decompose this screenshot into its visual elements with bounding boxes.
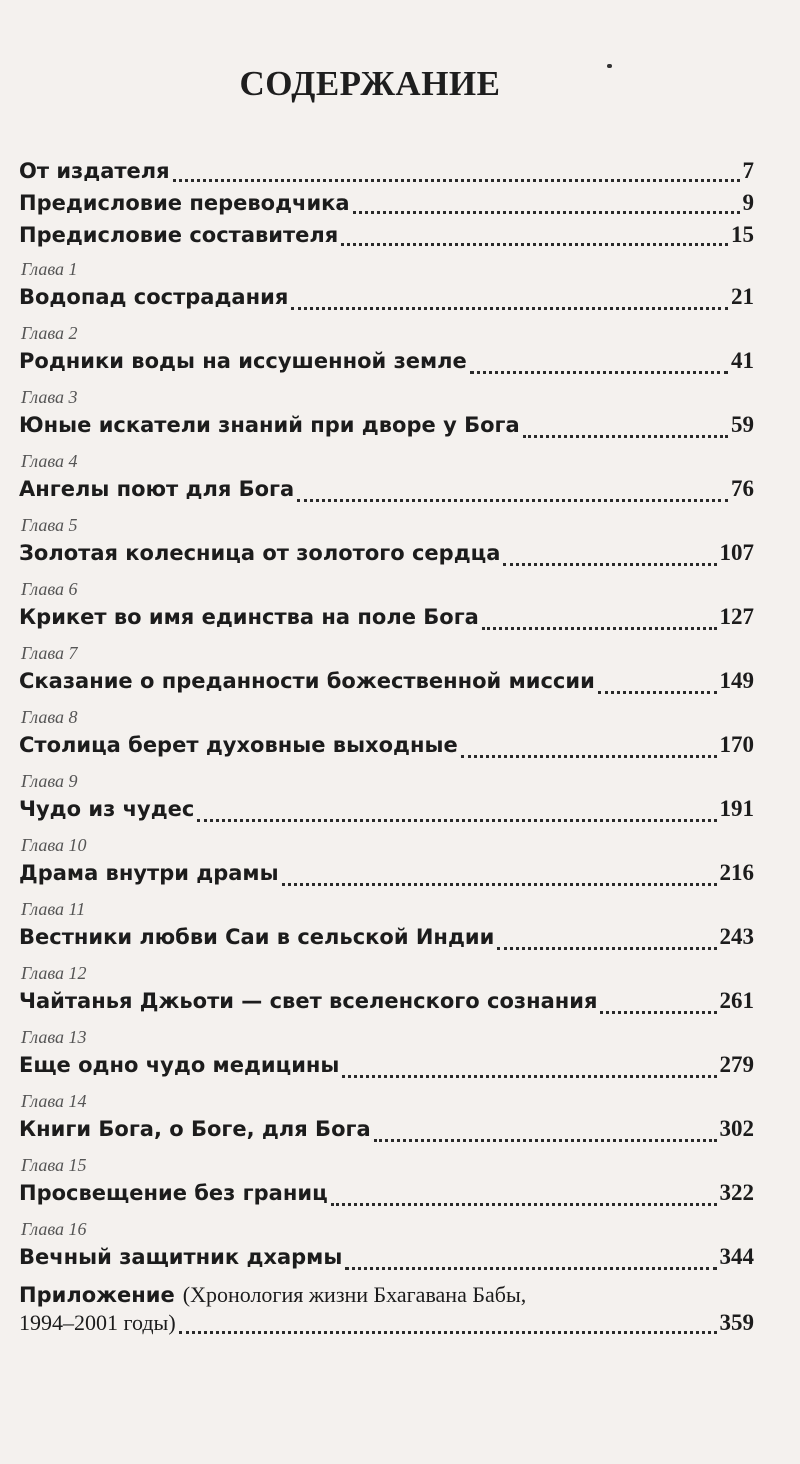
- page-number: 243: [719, 924, 754, 949]
- dot-leader: [297, 499, 728, 502]
- chapter-entry[interactable]: [19, 894, 754, 958]
- entry-title: Предисловие переводчика: [19, 191, 350, 215]
- appendix-subtitle: (Хронология жизни Бхагавана Бабы,: [182, 1282, 527, 1307]
- chapter-label: Глава 11: [21, 899, 86, 919]
- entry-title: Юные искатели знаний при дворе у Бога: [19, 413, 520, 437]
- page-number: 9: [742, 190, 754, 215]
- front-matter-entry[interactable]: [19, 158, 754, 190]
- chapter-label: Глава 4: [21, 451, 78, 471]
- entry-title: Драма внутри драмы: [19, 861, 279, 885]
- dot-leader: [461, 755, 717, 758]
- entry-title: Столица берет духовные выходные: [19, 733, 458, 757]
- page-number: 127: [719, 604, 754, 629]
- toc-row: [19, 860, 754, 894]
- chapter-entry[interactable]: [19, 958, 754, 1022]
- front-matter-entry[interactable]: [19, 222, 754, 254]
- page-number: 21: [731, 284, 754, 309]
- chapter-list: [19, 254, 754, 1278]
- appendix-title: Приложение: [19, 1283, 175, 1307]
- toc-row: [19, 412, 754, 446]
- entry-title: Еще одно чудо медицины: [19, 1053, 340, 1077]
- chapter-entry[interactable]: [19, 638, 754, 702]
- chapter-label: Глава 9: [21, 771, 78, 791]
- toc-row: [19, 604, 754, 638]
- page-number: 359: [719, 1310, 754, 1335]
- chapter-entry[interactable]: [19, 254, 754, 318]
- entry-title: От издателя: [19, 159, 170, 183]
- toc-row: [19, 222, 754, 254]
- chapter-label: Глава 3: [21, 387, 78, 407]
- appendix-entry[interactable]: [19, 1280, 754, 1342]
- toc-row: [19, 732, 754, 766]
- entry-title: Сказание о преданности божественной миссии: [19, 669, 595, 693]
- page-number: 149: [719, 668, 754, 693]
- chapter-label: Глава 1: [21, 259, 78, 279]
- page-number: 41: [731, 348, 754, 373]
- page-number: 322: [719, 1180, 754, 1205]
- dot-leader: [598, 691, 717, 694]
- dot-leader: [523, 435, 728, 438]
- toc-row: [19, 988, 754, 1022]
- dot-leader: [503, 563, 716, 566]
- chapter-entry[interactable]: [19, 382, 754, 446]
- toc-row: [19, 540, 754, 574]
- chapter-label: Глава 6: [21, 579, 78, 599]
- toc-row: [19, 158, 754, 190]
- toc-row: [19, 924, 754, 958]
- entry-title: Книги Бога, о Боге, для Бога: [19, 1117, 371, 1141]
- page-number: 15: [731, 222, 754, 247]
- dot-leader: [341, 243, 728, 246]
- dot-leader: [291, 307, 728, 310]
- chapter-label: Глава 15: [21, 1155, 87, 1175]
- dot-leader: [197, 819, 716, 822]
- dot-leader: [470, 371, 728, 374]
- page-number: 76: [731, 476, 754, 501]
- appendix-subtitle-cont: 1994–2001 годы): [19, 1310, 176, 1335]
- dot-leader: [345, 1267, 716, 1270]
- chapter-entry[interactable]: [19, 830, 754, 894]
- chapter-entry[interactable]: [19, 318, 754, 382]
- page-number: 216: [719, 860, 754, 885]
- toc-row: [19, 796, 754, 830]
- chapter-entry[interactable]: [19, 1022, 754, 1086]
- page-number: 344: [719, 1244, 754, 1269]
- toc-row: [19, 1180, 754, 1214]
- toc-row: [19, 476, 754, 510]
- entry-title: Вечный защитник дхармы: [19, 1245, 343, 1269]
- page-number: 7: [742, 158, 754, 183]
- chapter-entry[interactable]: [19, 1214, 754, 1278]
- chapter-label: Глава 7: [21, 643, 78, 663]
- page-number: 261: [719, 988, 754, 1013]
- entry-title: Родники воды на иссушенной земле: [19, 349, 467, 373]
- chapter-label: Глава 13: [21, 1027, 87, 1047]
- entry-title: Ангелы поют для Бога: [19, 477, 295, 501]
- entry-title: Вестники любви Саи в сельской Индии: [19, 925, 495, 949]
- page-number: 302: [719, 1116, 754, 1141]
- dot-leader: [600, 1011, 716, 1014]
- chapter-label: Глава 16: [21, 1219, 87, 1239]
- chapter-entry[interactable]: [19, 702, 754, 766]
- toc-row: [19, 284, 754, 318]
- entry-title: Водопад сострадания: [19, 285, 289, 309]
- entry-title: Чайтанья Джьоти — свет вселенского сознания: [19, 989, 598, 1013]
- page-number: 191: [719, 796, 754, 821]
- chapter-label: Глава 14: [21, 1091, 87, 1111]
- dot-leader: [374, 1139, 717, 1142]
- chapter-entry[interactable]: [19, 510, 754, 574]
- dot-leader: [179, 1331, 717, 1334]
- toc-row: [19, 348, 754, 382]
- dot-leader: [482, 627, 717, 630]
- dot-leader: [282, 883, 717, 886]
- toc-row: [19, 1244, 754, 1278]
- chapter-label: Глава 12: [21, 963, 87, 983]
- toc-row: [19, 1116, 754, 1150]
- page-number: 170: [719, 732, 754, 757]
- dot-leader: [497, 947, 716, 950]
- dot-leader: [331, 1203, 717, 1206]
- page-number: 279: [719, 1052, 754, 1077]
- chapter-entry[interactable]: [19, 574, 754, 638]
- chapter-label: Глава 8: [21, 707, 78, 727]
- page-number: 107: [719, 540, 754, 565]
- page-title: СОДЕРЖАНИЕ: [239, 64, 501, 103]
- front-matter-entry[interactable]: [19, 190, 754, 222]
- chapter-label: Глава 2: [21, 323, 78, 343]
- toc-row: [19, 190, 754, 222]
- print-speck: [607, 64, 612, 68]
- front-matter-list: [19, 158, 754, 254]
- chapter-label: Глава 10: [21, 835, 87, 855]
- entry-title: Просвещение без границ: [19, 1181, 328, 1205]
- chapter-entry[interactable]: [19, 446, 754, 510]
- entry-title: Золотая колесница от золотого сердца: [19, 541, 501, 565]
- entry-title: Предисловие составителя: [19, 223, 339, 247]
- chapter-label: Глава 5: [21, 515, 78, 535]
- dot-leader: [342, 1075, 716, 1078]
- toc-row: [19, 668, 754, 702]
- chapter-entry[interactable]: [19, 1086, 754, 1150]
- chapter-entry[interactable]: [19, 1150, 754, 1214]
- table-of-contents: [19, 158, 754, 1342]
- page-number: 59: [731, 412, 754, 437]
- dot-leader: [353, 211, 740, 214]
- entry-title: Чудо из чудес: [19, 797, 195, 821]
- toc-row: [19, 1052, 754, 1086]
- entry-title: Крикет во имя единства на поле Бога: [19, 605, 479, 629]
- dot-leader: [173, 179, 740, 182]
- chapter-entry[interactable]: [19, 766, 754, 830]
